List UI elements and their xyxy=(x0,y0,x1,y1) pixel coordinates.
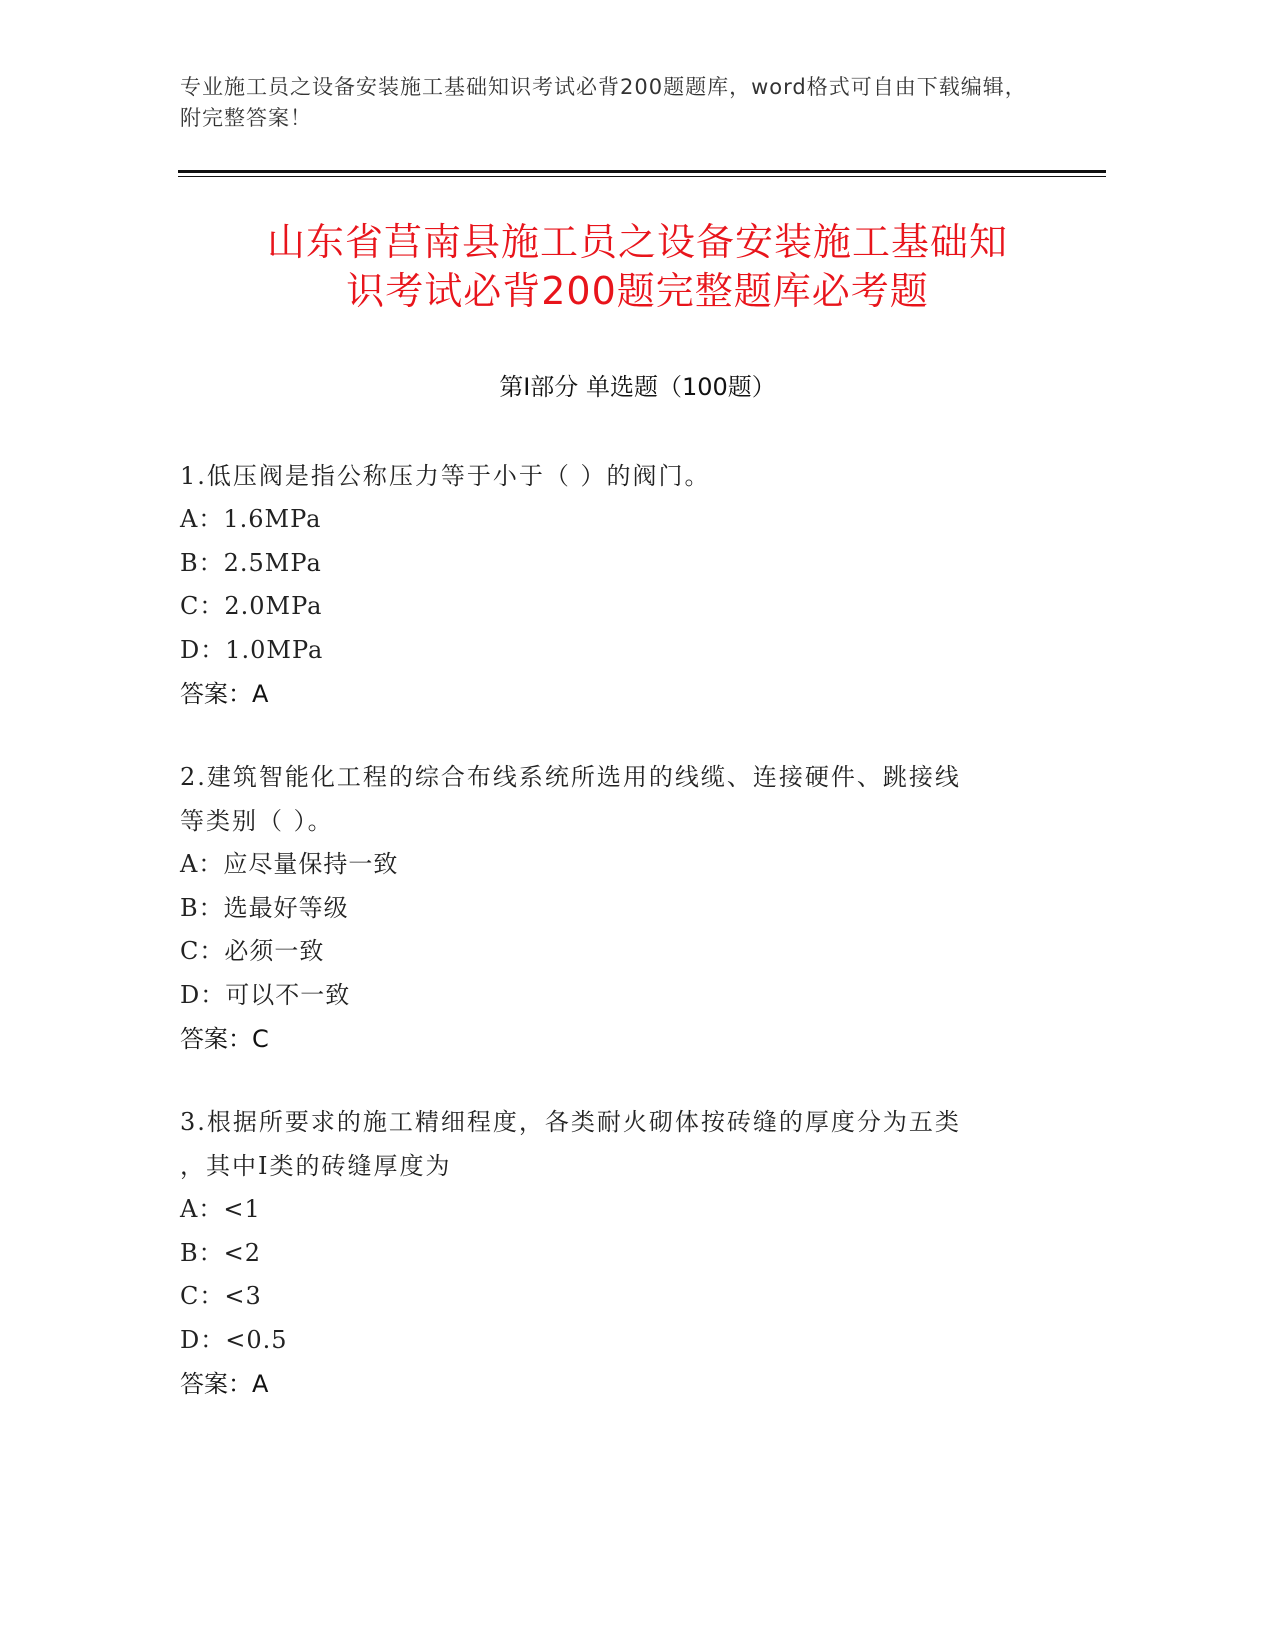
option-b: B：选最好等级 xyxy=(180,893,349,922)
option-a: A：1.6MPa xyxy=(180,505,322,533)
header-note: 专业施工员之设备安装施工基础知识考试必背200题题库，word格式可自由下载编辑，附完整答案！ xyxy=(180,75,1027,130)
option-d: D：可以不一致 xyxy=(180,980,351,1009)
question-stem: 2.建筑智能化工程的综合布线系统所选用的线缆、连接硬件、跳接线 xyxy=(180,763,961,791)
question-stem: 3.根据所要求的施工精细程度，各类耐火砌体按砖缝的厚度分为五类 xyxy=(180,1108,961,1136)
option-b: B：2.5MPa xyxy=(180,548,322,577)
option-d: D：1.0MPa xyxy=(180,635,324,664)
document-title xyxy=(150,218,1125,316)
document-title-line-1: 山东省莒南县施工员之设备安装施工基础知 xyxy=(266,220,1008,264)
question-stem-continued: 等类别（ ）。 xyxy=(180,807,334,835)
answer: 答案：A xyxy=(180,680,269,708)
option-a: A：<1 xyxy=(180,1195,261,1223)
header-divider-thin xyxy=(178,176,1106,177)
option-d: D：<0.5 xyxy=(180,1325,288,1354)
option-c: C：必须一致 xyxy=(180,937,325,965)
option-b: B：<2 xyxy=(180,1238,262,1267)
question-stem: 1.低压阀是指公称压力等于小于（ ）的阀门。 xyxy=(180,462,711,490)
option-a: A：应尽量保持一致 xyxy=(180,850,399,878)
question-2 xyxy=(180,755,1060,1061)
section-title: 第I部分 单选题（100题） xyxy=(499,373,776,401)
question-3 xyxy=(180,1100,1060,1406)
question-stem-continued: ，其中Ⅰ类的砖缝厚度为 xyxy=(180,1152,452,1180)
question-list xyxy=(180,454,1060,1445)
answer: 答案：A xyxy=(180,1370,269,1398)
answer: 答案：C xyxy=(180,1025,269,1053)
option-c: C：<3 xyxy=(180,1282,262,1310)
option-c: C：2.0MPa xyxy=(180,592,323,620)
question-1 xyxy=(180,454,1060,716)
header-divider-thick xyxy=(178,170,1106,173)
document-title-line-2: 识考试必背200题完整题库必考题 xyxy=(346,269,929,313)
